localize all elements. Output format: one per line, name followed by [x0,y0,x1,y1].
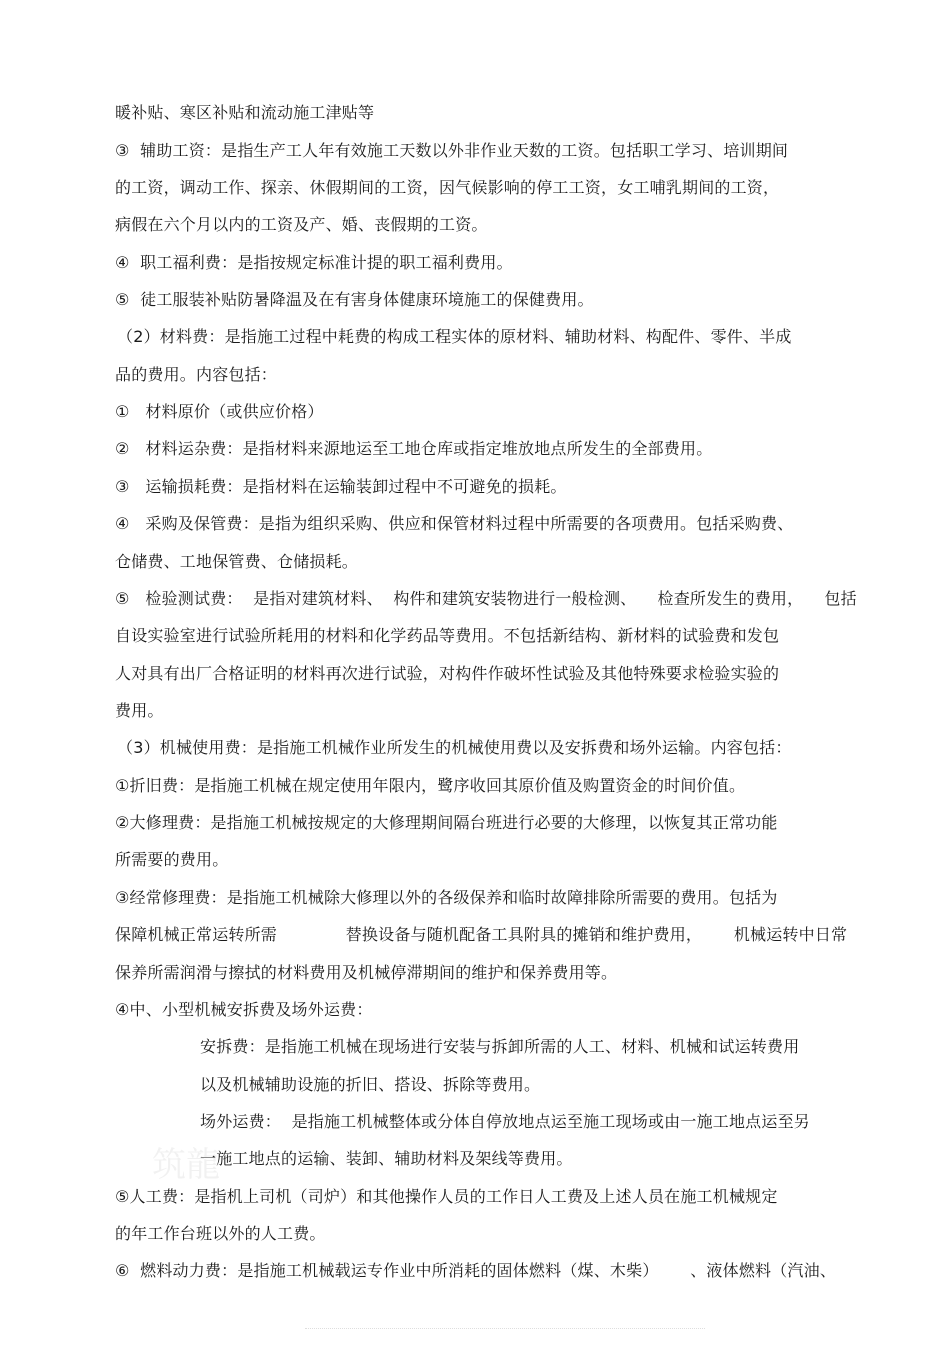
footer-cut-off-line [305,1328,705,1339]
text-line: ④ 职工福利费：是指按规定标准计提的职工福利费用。 [115,253,513,272]
text-line: ②大修理费：是指施工机械按规定的大修理期间隔台班进行必要的大修理，以恢复其正常功能 [115,813,778,832]
text-line: （3）机械使用费：是指施工机械作业所发生的机械使用费以及安拆费和场外运输。内容包括： [117,738,792,757]
text-line: ⑥ 燃料动力费：是指施工机械载运专作业中所消耗的固体燃料（煤、木柴） 、液体燃料（汽油、 [115,1261,837,1280]
text-line: 病假在六个月以内的工资及产、婚、丧假期的工资。 [115,215,488,234]
text-line: ⑤ 徒工服装补贴防暑降温及在有害身体健康环境施工的保健费用。 [115,290,594,309]
text-line: ⑤ 检验测试费： 是指对建筑材料、 构件和建筑安装物进行一般检测、 检查所发生的费用， 包括 [115,589,857,608]
text-line: 自设实验室进行试验所耗用的材料和化学药品等费用。不包括新结构、新材料的试验费和发包 [115,626,780,645]
text-line: ④中、小型机械安拆费及场外运费： [115,1000,373,1019]
faint-watermark: 筑龍 [152,1145,220,1185]
text-line: ② 材料运杂费：是指材料来源地运至工地仓库或指定堆放地点所发生的全部费用。 [115,439,713,458]
text-line: ③经常修理费：是指施工机械除大修理以外的各级保养和临时故障排除所需要的费用。包括为 [115,888,778,907]
text-line: 费用。 [115,701,164,720]
text-line: 的工资，调动工作、探亲、休假期间的工资，因气候影响的停工工资，女工哺乳期间的工资， [115,178,780,197]
text-line: 暖补贴、寒区补贴和流动施工津贴等 [115,103,375,122]
text-line: ④ 采购及保管费：是指为组织采购、供应和保管材料过程中所需要的各项费用。包括采购费、 [115,514,794,533]
text-line: ① 材料原价（或供应价格） [115,402,324,421]
text-line: 人对具有出厂合格证明的材料再次进行试验，对构件作破坏性试验及其他特殊要求检验实验的 [115,664,780,683]
text-line: 的年工作台班以外的人工费。 [115,1224,326,1243]
text-line: 品的费用。内容包括： [115,365,278,384]
text-line: 所需要的费用。 [115,850,229,869]
text-line: 以及机械辅助设施的折旧、搭设、拆除等费用。 [200,1075,541,1094]
text-line: 保养所需润滑与擦拭的材料费用及机械停滞期间的维护和保养费用等。 [115,963,618,982]
text-line: ③ 辅助工资：是指生产工人年有效施工天数以外非作业天数的工资。包括职工学习、培训期间 [115,141,789,160]
text-line: 安拆费：是指施工机械在现场进行安装与拆卸所需的人工、材料、机械和试运转费用 [200,1037,800,1056]
text-line: （2）材料费：是指施工过程中耗费的构成工程实体的原材料、辅助材料、构配件、零件、半成 [117,327,792,346]
text-line: ③ 运输损耗费：是指材料在运输装卸过程中不可避免的损耗。 [115,477,567,496]
text-line: ⑤人工费：是指机上司机（司炉）和其他操作人员的工作日人工费及上述人员在施工机械规定 [115,1187,778,1206]
text-line: 一施工地点的运输、装卸、辅助材料及架线等费用。 [200,1149,573,1168]
text-line: 场外运费： 是指施工机械整体或分体自停放地点运至施工现场或由一施工地点运至另 [200,1112,810,1131]
text-line: ①折旧费：是指施工机械在规定使用年限内，鹭序收回其原价值及购置资金的时间价值。 [115,776,746,795]
text-line: 保障机械正常运转所需 替换设备与随机配备工具附具的摊销和维护费用， 机械运转中日常 [115,925,848,944]
text-line: 仓储费、工地保管费、仓储损耗。 [115,552,359,571]
